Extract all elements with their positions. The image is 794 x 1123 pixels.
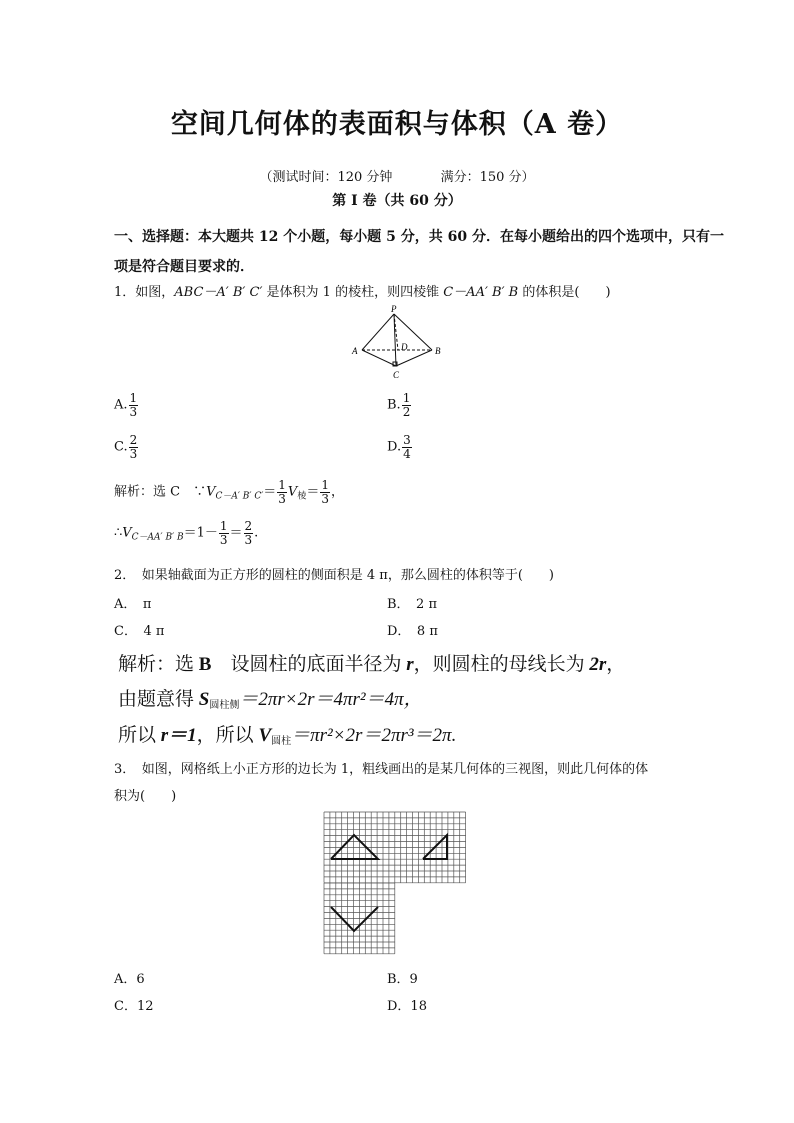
exam-time: （测试时间：120 分钟 <box>259 170 393 185</box>
exam-score: 满分：150 分） <box>440 170 535 185</box>
q1-option-c[interactable]: C. $\frac{2}{3}$ <box>114 433 138 461</box>
q1-option-b[interactable]: B. $\frac{1}{2}$ <box>387 391 411 419</box>
q2-solution-line3: 所以 r＝1，所以 V圆柱＝πr²×2r＝2πr³＝2π. <box>118 725 457 747</box>
q2-option-d[interactable]: D． 8 π <box>387 624 438 639</box>
question-1-figure <box>346 304 446 382</box>
question-2-stem: 2． 如果轴截面为正方形的圆柱的侧面积是 4 π，那么圆柱的体积等于( ) <box>114 568 554 583</box>
question-1-stem: 1．如图，ABC－A′ B′ C′ 是体积为 1 的棱柱，则四棱锥 C－AA′ B′ B 的体积是( ) <box>114 285 611 300</box>
part-title: 第 I 卷（共 60 分） <box>332 193 462 209</box>
q1-solution-line2: $\therefore V_{C-AA' B' B}=1-$ $\frac{1}{3}$ ＝ $\frac{2}{3}$ . <box>114 519 259 547</box>
q3-option-d[interactable]: D．18 <box>387 999 427 1014</box>
q2-option-a[interactable]: A． π <box>114 597 152 612</box>
q2-option-b[interactable]: B． 2 π <box>387 597 438 612</box>
label-b: B <box>435 346 441 356</box>
section-instructions-line2: 项是符合题目要求的． <box>114 259 254 275</box>
label-c: C <box>393 370 400 380</box>
page-title: 空间几何体的表面积与体积（A 卷） <box>170 109 624 140</box>
q1-option-d[interactable]: D. $\frac{3}{4}$ <box>387 433 411 461</box>
q1-solution-line1: 解析：选 C $\because V_{C-A' B' C'}=$ $\frac{1}{3}$ $V_棱=$ $\frac{1}{3}$ ， <box>114 478 344 506</box>
q2-option-c[interactable]: C． 4 π <box>114 624 165 639</box>
q2-solution-line2: 由题意得 S圆柱侧＝2πr×2r＝4πr²＝4π， <box>118 689 423 711</box>
q3-option-a[interactable]: A．6 <box>114 972 145 987</box>
q3-option-b[interactable]: B．9 <box>387 972 418 987</box>
question-3-stem-line1: 3． 如图，网格纸上小正方形的边长为 1，粗线画出的是某几何体的三视图，则此几何体的体 <box>114 762 649 777</box>
label-a: A <box>352 346 358 356</box>
exam-meta <box>0 166 794 185</box>
q2-solution-line1: 解析：选 B 设圆柱的底面半径为 r，则圆柱的母线长为 2r， <box>118 654 626 675</box>
q1-option-a[interactable]: A. $\frac{1}{3}$ <box>114 391 138 419</box>
q3-option-c[interactable]: C．12 <box>114 999 154 1014</box>
label-d: D <box>401 342 408 352</box>
question-3-stem-line2: 积为( ) <box>114 789 177 804</box>
section-instructions-line1: 一、选择题：本大题共 12 个小题，每小题 5 分，共 60 分．在每小题给出的四个选项中，只有一 <box>114 229 724 245</box>
label-p: P <box>391 304 397 314</box>
question-3-three-view-figure <box>320 810 472 960</box>
